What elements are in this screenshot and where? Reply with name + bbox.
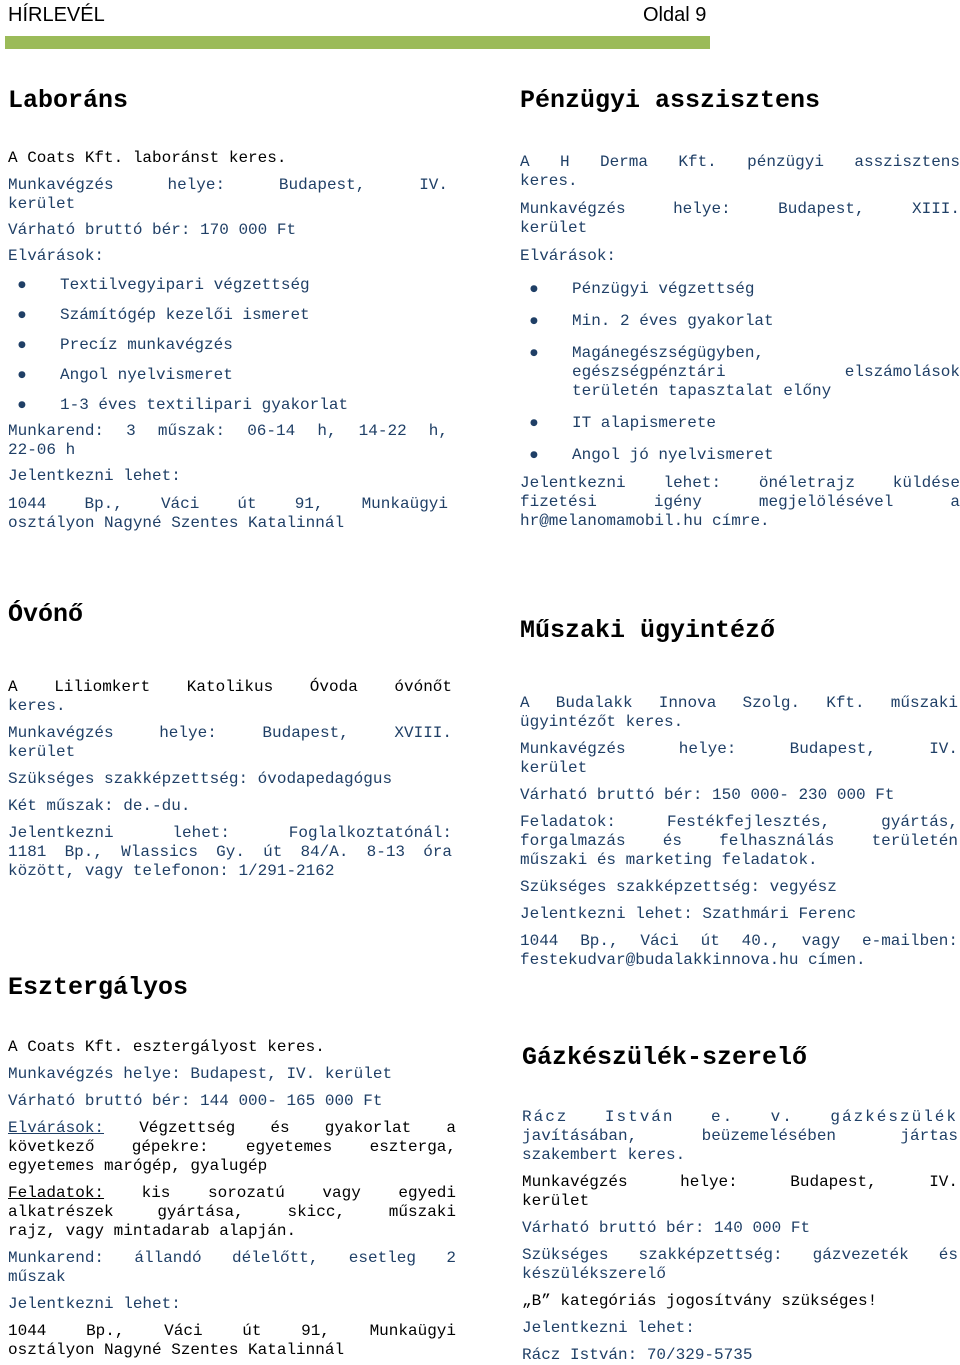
contact-line: Jelentkezni lehet: Szathmári Ferenc xyxy=(520,905,857,923)
job-penzugyi-asszisztens xyxy=(520,86,960,531)
list-item-line: egészségpénztári elszámolások xyxy=(572,363,960,381)
tasks-line: műszaki és marketing feladatok. xyxy=(520,851,818,869)
header-divider-bar xyxy=(5,36,710,49)
tasks-line: rajz, vagy mintadarab alapján. xyxy=(8,1222,297,1240)
list-item-line: ● Magánegészségügyben, xyxy=(572,344,765,362)
requirements-label: Elvárások: xyxy=(8,1119,105,1137)
job-muszaki-ugyintezo xyxy=(520,616,958,970)
company-line: A Budalakk Innova Szolg. Kft. műszaki xyxy=(520,694,958,712)
contact-phone: között, vagy telefonon: 1/291-2162 xyxy=(8,862,335,880)
qualification-line: Szükséges szakképzettség: óvodapedagógus xyxy=(8,770,393,788)
location-line: Munkavégzés helye: Budapest, IV. xyxy=(520,740,958,758)
list-item: ● 1-3 éves textilipari gyakorlat xyxy=(8,396,448,415)
contact-email: festekudvar@budalakkinnova.hu címen. xyxy=(520,951,866,969)
requirements-list xyxy=(8,276,448,415)
location-line-cont: kerület xyxy=(520,219,588,237)
contact-line: Jelentkezni lehet: Foglalkoztatónál: xyxy=(8,824,452,842)
company-line-cont: keres. xyxy=(8,697,66,715)
requirements-label: Elvárások: xyxy=(520,247,617,265)
contact-line: fizetési igény megjelölésével a xyxy=(520,493,960,511)
job-title: Műszaki ügyintéző xyxy=(520,616,776,645)
contact-email: hr@melanomamobil.hu címre. xyxy=(520,512,770,530)
company-line: A Coats Kft. esztergályost keres. xyxy=(8,1038,325,1056)
schedule-line-cont: 22-06 h xyxy=(8,441,76,459)
list-item: ● IT alapismerete xyxy=(520,414,960,433)
list-item: ● Számítógép kezelői ismeret xyxy=(8,306,448,325)
list-item-line: területén tapasztalat előny xyxy=(572,382,832,400)
list-item xyxy=(520,344,960,401)
qualification-line-cont: készülékszerelő xyxy=(522,1265,667,1283)
list-item: ● Precíz munkavégzés xyxy=(8,336,448,355)
location-line: Munkavégzés helye: Budapest, IV. xyxy=(8,176,448,194)
job-laborans xyxy=(8,86,448,533)
list-item: ● Angol jó nyelvismeret xyxy=(520,446,960,465)
company-line: A Coats Kft. laboránst keres. xyxy=(8,149,287,167)
job-esztergalyos xyxy=(8,973,456,1360)
tasks-line: alkatrészek gyártása, skicc, műszaki xyxy=(8,1203,456,1221)
salary-line: Várható bruttó bér: 144 000- 165 000 Ft xyxy=(8,1092,383,1110)
contact-address: 1044 Bp., Váci út 40., vagy e-mailben: xyxy=(520,932,958,950)
company-line: szakembert keres. xyxy=(522,1146,686,1164)
requirements-label: Elvárások: xyxy=(8,247,105,265)
job-title: Pénzügyi asszisztens xyxy=(520,86,821,115)
tasks-line: Feladatok: Festékfejlesztés, gyártás, xyxy=(520,813,958,831)
list-item: ● Min. 2 éves gyakorlat xyxy=(520,312,960,331)
schedule-line-cont: műszak xyxy=(8,1268,66,1286)
requirements-text: Végzettség és gyakorlat a xyxy=(104,1119,456,1137)
page-header xyxy=(0,0,960,50)
company-line-cont: ügyintézőt keres. xyxy=(520,713,684,731)
contact-label: Jelentkezni lehet: xyxy=(8,1295,181,1313)
requirements-line: egyetemes marógép, gyalugép xyxy=(8,1157,268,1175)
company-line: javításában, beüzemelésében jártas xyxy=(522,1127,958,1145)
newsletter-label: HÍRLEVÉL xyxy=(8,4,105,26)
contact-address-cont: osztályon Nagyné Szentes Katalinnál xyxy=(8,514,345,532)
location-line-cont: kerület xyxy=(8,743,76,761)
company-line-cont: keres. xyxy=(520,172,578,190)
tasks-text: kis sorozatú vagy egyedi xyxy=(104,1184,456,1202)
location-line: Munkavégzés helye: Budapest, IV. kerület xyxy=(8,1065,393,1083)
salary-line: Várható bruttó bér: 170 000 Ft xyxy=(8,221,297,239)
page-number: Oldal 9 xyxy=(643,4,707,26)
qualification-line: Szükséges szakképzettség: vegyész xyxy=(520,878,837,896)
contact-label: Jelentkezni lehet: xyxy=(8,467,181,485)
license-line: „B” kategóriás jogosítvány szükséges! xyxy=(522,1292,878,1310)
job-title: Óvónő xyxy=(8,600,84,629)
contact-address: 1044 Bp., Váci út 91, Munkaügyi xyxy=(8,495,448,513)
contact-line: Jelentkezni lehet: önéletrajz küldése xyxy=(520,474,960,492)
job-ovono xyxy=(8,600,452,881)
job-title: Laboráns xyxy=(8,86,129,115)
location-line: Munkavégzés helye: Budapest, XIII. xyxy=(520,200,960,218)
location-line-cont: kerület xyxy=(8,195,76,213)
schedule-line: Két műszak: de.-du. xyxy=(8,797,191,815)
company-line: A Liliomkert Katolikus Óvoda óvónőt xyxy=(8,678,452,696)
list-item: ● Textilvegyipari végzettség xyxy=(8,276,448,295)
list-item: ● Pénzügyi végzettség xyxy=(520,280,960,299)
tasks-label: Feladatok: xyxy=(8,1184,105,1202)
location-line-cont: kerület xyxy=(522,1192,590,1210)
job-title: Gázkészülék-szerelő xyxy=(522,1043,808,1072)
qualification-line: Szükséges szakképzettség: gázvezeték és xyxy=(522,1246,958,1264)
tasks-line: forgalmazás és felhasználás területén xyxy=(520,832,958,850)
contact-label: Jelentkezni lehet: xyxy=(522,1319,695,1337)
list-item: ● Angol nyelvismeret xyxy=(8,366,448,385)
requirements-line xyxy=(8,1119,456,1138)
contact-address: 1044 Bp., Váci út 91, Munkaügyi xyxy=(8,1322,456,1340)
requirements-line: következő gépekre: egyetemes eszterga, xyxy=(8,1138,456,1156)
tasks-line xyxy=(8,1184,456,1203)
company-line: Rácz István e. v. gázkészülék xyxy=(522,1108,958,1126)
job-gazkeszulek-szerelo xyxy=(522,1043,958,1365)
company-line: A H Derma Kft. pénzügyi asszisztens xyxy=(520,153,960,171)
job-title: Esztergályos xyxy=(8,973,189,1002)
requirements-list xyxy=(520,280,960,465)
location-line-cont: kerület xyxy=(520,759,588,777)
salary-line: Várható bruttó bér: 140 000 Ft xyxy=(522,1219,811,1237)
salary-line: Várható bruttó bér: 150 000- 230 000 Ft xyxy=(520,786,895,804)
schedule-line: Munkarend: állandó délelőtt, esetleg 2 xyxy=(8,1249,456,1267)
contact-phone: Rácz István: 70/329-5735 xyxy=(522,1346,753,1364)
location-line: Munkavégzés helye: Budapest, IV. xyxy=(522,1173,958,1191)
contact-address: 1181 Bp., Wlassics Gy. út 84/A. 8-13 óra xyxy=(8,843,452,861)
location-line: Munkavégzés helye: Budapest, XVIII. xyxy=(8,724,452,742)
contact-address-cont: osztályon Nagyné Szentes Katalinnál xyxy=(8,1341,345,1359)
schedule-line: Munkarend: 3 műszak: 06-14 h, 14-22 h, xyxy=(8,422,448,440)
